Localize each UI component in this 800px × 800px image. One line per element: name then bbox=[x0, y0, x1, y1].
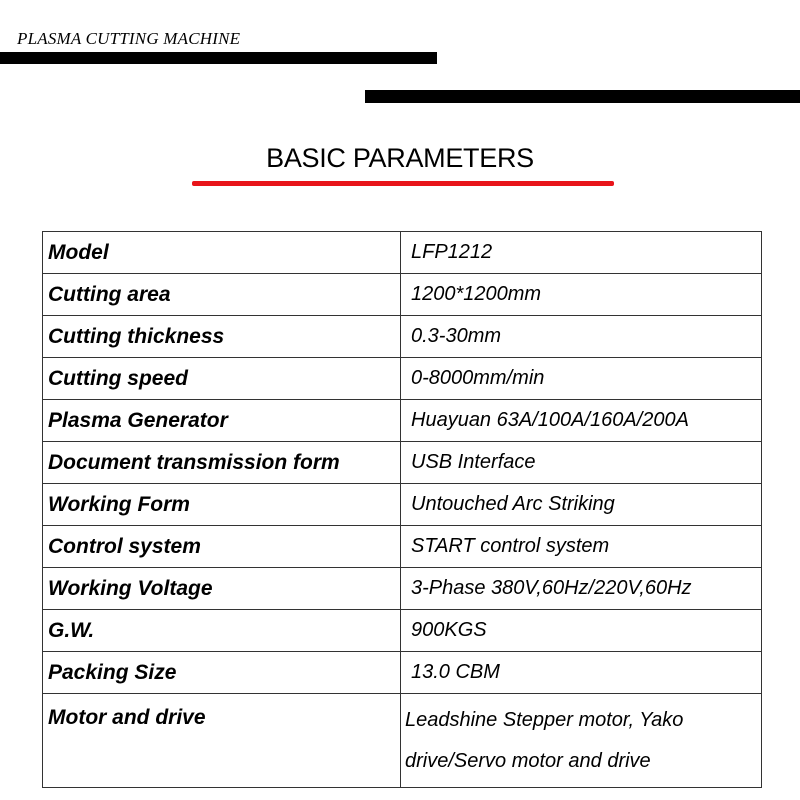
header-bar-left bbox=[0, 52, 437, 64]
table-row bbox=[43, 652, 762, 694]
table-row bbox=[43, 442, 762, 484]
param-value: 900KGS bbox=[401, 610, 762, 652]
table-row bbox=[43, 610, 762, 652]
param-value: START control system bbox=[401, 526, 762, 568]
param-value: Leadshine Stepper motor, Yako drive/Servo motor and drive bbox=[401, 694, 762, 788]
param-value: Huayuan 63A/100A/160A/200A bbox=[401, 400, 762, 442]
param-label: Working Voltage bbox=[43, 568, 401, 610]
param-value: 3-Phase 380V,60Hz/220V,60Hz bbox=[401, 568, 762, 610]
param-value: 0-8000mm/min bbox=[401, 358, 762, 400]
parameters-table bbox=[42, 231, 762, 788]
table-row bbox=[43, 274, 762, 316]
param-value: LFP1212 bbox=[401, 232, 762, 274]
param-label: Model bbox=[43, 232, 401, 274]
table-row bbox=[43, 694, 762, 788]
param-label: Document transmission form bbox=[43, 442, 401, 484]
table-row bbox=[43, 400, 762, 442]
section-title bbox=[0, 143, 800, 174]
param-value: 0.3-30mm bbox=[401, 316, 762, 358]
param-label: Cutting area bbox=[43, 274, 401, 316]
param-value: USB Interface bbox=[401, 442, 762, 484]
param-label: G.W. bbox=[43, 610, 401, 652]
table-row bbox=[43, 316, 762, 358]
table-row bbox=[43, 358, 762, 400]
param-label: Control system bbox=[43, 526, 401, 568]
section-title-underline bbox=[192, 181, 614, 186]
param-label: Working Form bbox=[43, 484, 401, 526]
param-label: Plasma Generator bbox=[43, 400, 401, 442]
table-row bbox=[43, 568, 762, 610]
param-label: Packing Size bbox=[43, 652, 401, 694]
section-title-text: BASIC PARAMETERS bbox=[266, 143, 534, 173]
param-value: 13.0 CBM bbox=[401, 652, 762, 694]
header-bar-right bbox=[365, 90, 800, 103]
param-value: Untouched Arc Striking bbox=[401, 484, 762, 526]
header-title: PLASMA CUTTING MACHINE bbox=[17, 29, 241, 48]
param-value: 1200*1200mm bbox=[401, 274, 762, 316]
param-label: Motor and drive bbox=[43, 694, 401, 788]
param-label: Cutting speed bbox=[43, 358, 401, 400]
param-label: Cutting thickness bbox=[43, 316, 401, 358]
table-row bbox=[43, 484, 762, 526]
table-row bbox=[43, 232, 762, 274]
table-row bbox=[43, 526, 762, 568]
